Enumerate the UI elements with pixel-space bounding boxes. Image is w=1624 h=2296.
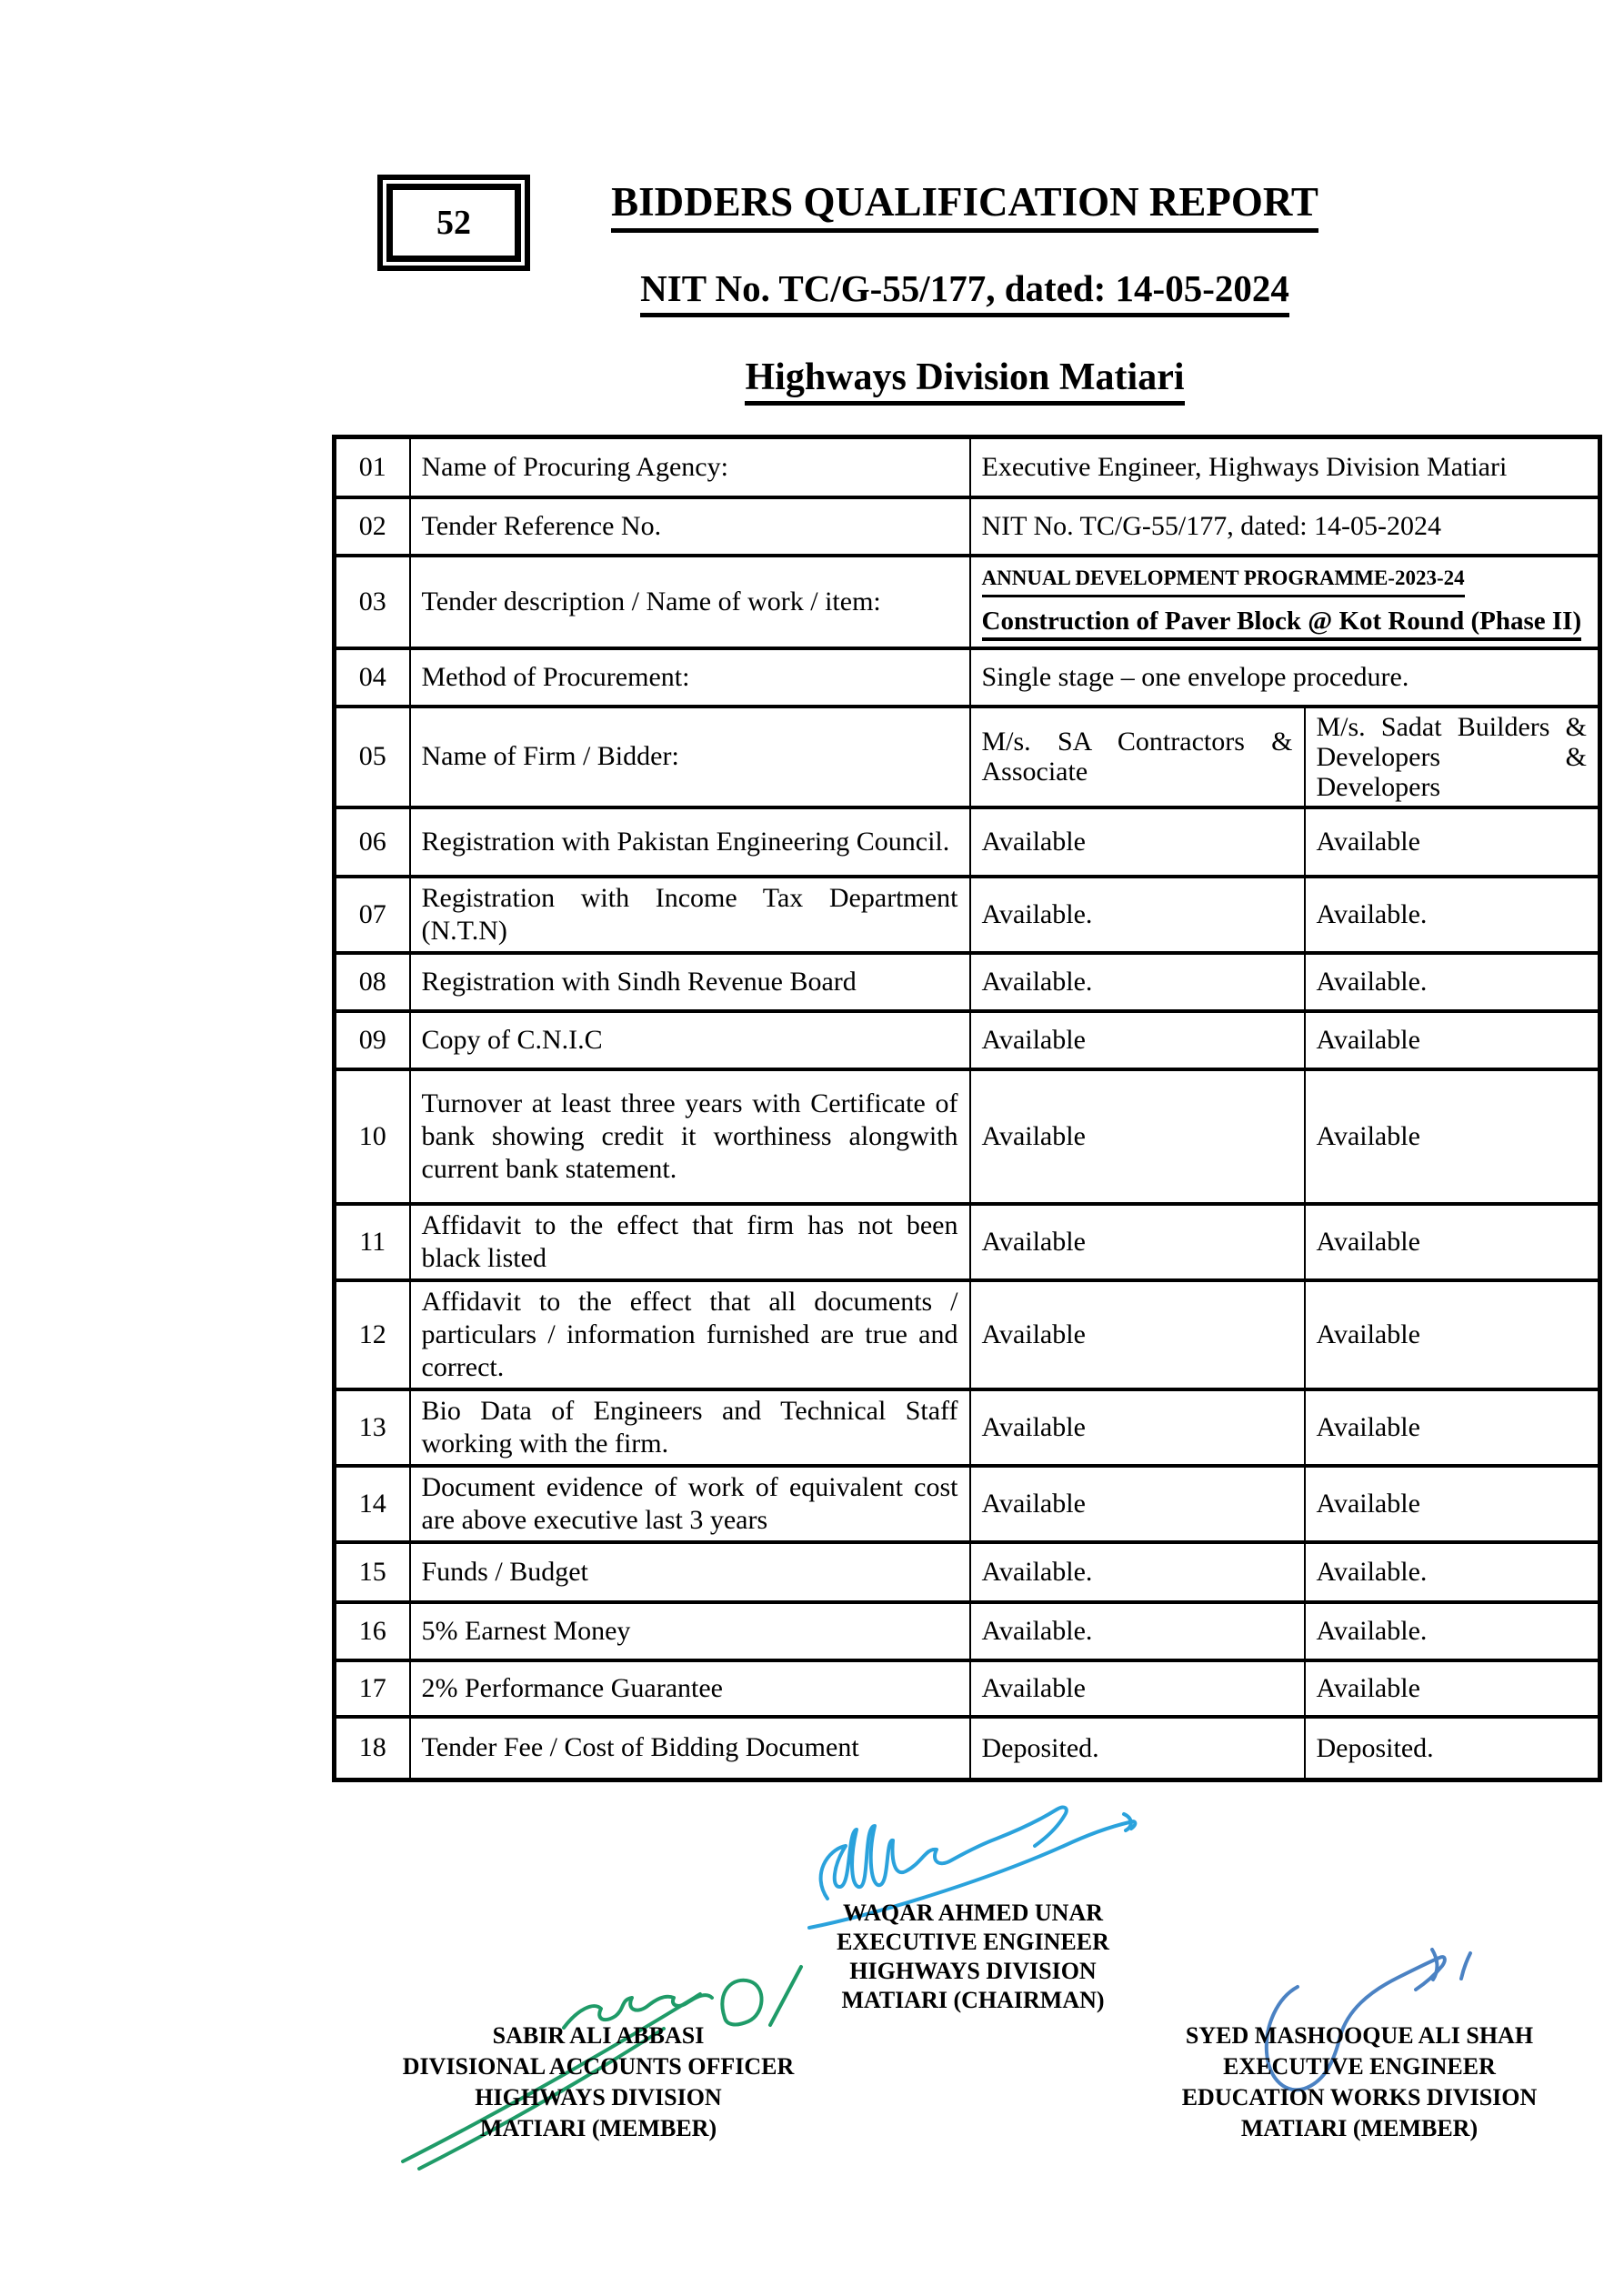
bidder2-value: Available [1305, 1204, 1600, 1280]
row-description: Method of Procurement: [410, 648, 970, 707]
row-description: Funds / Budget [410, 1542, 970, 1602]
row-description: 2% Performance Guarantee [410, 1660, 970, 1717]
signatory-title: EXECUTIVE ENGINEER [1223, 2053, 1496, 2080]
table-row [335, 1280, 1600, 1389]
row-description: Turnover at least three years with Certificate of bank showing credit it worthiness alongwith current bank statement. [410, 1069, 970, 1204]
row-number: 11 [335, 1204, 410, 1280]
table-row [335, 707, 1600, 807]
bidder2-value: Available. [1305, 953, 1600, 1011]
bidder2-value: Available [1305, 807, 1600, 877]
signatory-name: WAQAR AHMED UNAR [843, 1900, 1103, 1926]
bidder2-line: M/s. Sadat Builders & [1316, 711, 1588, 742]
row-value: NIT No. TC/G-55/177, dated: 14-05-2024 [970, 497, 1600, 556]
row-value: Single stage – one envelope procedure. [970, 648, 1600, 707]
bidder1-name [970, 707, 1305, 807]
row-description: Copy of C.N.I.C [410, 1011, 970, 1069]
row-number: 02 [335, 497, 410, 556]
row-number: 12 [335, 1280, 410, 1389]
row-number: 01 [335, 437, 410, 497]
bidder2-line: Developers & [1316, 741, 1588, 772]
bidder1-value: Available. [970, 877, 1305, 953]
bidder1-value: Available [970, 1660, 1305, 1717]
row-description: Tender Fee / Cost of Bidding Document [410, 1717, 970, 1780]
division-title: Highways Division Matiari [745, 356, 1184, 406]
bidder2-value: Available [1305, 1466, 1600, 1542]
row-number: 10 [335, 1069, 410, 1204]
table-row [335, 437, 1600, 497]
bidder2-value: Available. [1305, 1602, 1600, 1660]
bidder1-value: Available [970, 1389, 1305, 1466]
signatory-name: SYED MASHOOQUE ALI SHAH [1185, 2022, 1534, 2049]
row-number: 07 [335, 877, 410, 953]
page-title: BIDDERS QUALIFICATION REPORT [611, 178, 1318, 233]
row-number: 08 [335, 953, 410, 1011]
member-left-signature-block [362, 2020, 835, 2144]
row-number: 06 [335, 807, 410, 877]
row-description: Name of Firm / Bidder: [410, 707, 970, 807]
bidder1-value: Available [970, 1011, 1305, 1069]
row-description: Document evidence of work of equivalent cost are above executive last 3 years [410, 1466, 970, 1542]
signatory-division: HIGHWAYS DIVISION [849, 1958, 1097, 1984]
row-description: Name of Procuring Agency: [410, 437, 970, 497]
row-value [970, 556, 1600, 648]
row-description: 5% Earnest Money [410, 1602, 970, 1660]
table-row [335, 953, 1600, 1011]
table-row [335, 497, 1600, 556]
table-row [335, 648, 1600, 707]
bidder1-value: Deposited. [970, 1717, 1305, 1780]
row-number: 03 [335, 556, 410, 648]
nit-reference-line: NIT No. TC/G-55/177, dated: 14-05-2024 [640, 266, 1289, 317]
row-number: 05 [335, 707, 410, 807]
tender-description-value [982, 561, 1588, 643]
bidder1-value: Available [970, 1280, 1305, 1389]
table-row [335, 1602, 1600, 1660]
row-description: Tender description / Name of work / item: [410, 556, 970, 648]
bidder1-value: Available [970, 1069, 1305, 1204]
row-description: Affidavit to the effect that firm has not been black listed [410, 1204, 970, 1280]
row-description: Bio Data of Engineers and Technical Staff working with the firm. [410, 1389, 970, 1466]
signatory-title: EXECUTIVE ENGINEER [837, 1929, 1109, 1955]
signatory-title: DIVISIONAL ACCOUNTS OFFICER [402, 2053, 795, 2080]
table-row [335, 556, 1600, 648]
signatory-division: HIGHWAYS DIVISION [475, 2084, 722, 2111]
bidder1-line: Associate [981, 757, 1088, 787]
row-description: Affidavit to the effect that all documents / particulars / information furnished are true and correct. [410, 1280, 970, 1389]
row-number: 18 [335, 1717, 410, 1780]
table-row [335, 1466, 1600, 1542]
table-row [335, 877, 1600, 953]
signatory-role: MATIARI (MEMBER) [1240, 2115, 1479, 2141]
signatory-role: MATIARI (CHAIRMAN) [841, 1987, 1105, 2013]
programme-line: ANNUAL DEVELOPMENT PROGRAMME-2023-24 [982, 563, 1465, 597]
row-number: 14 [335, 1466, 410, 1542]
table-row [335, 1389, 1600, 1466]
bidder2-value: Available. [1305, 877, 1600, 953]
bidder2-line: Developers [1316, 771, 1441, 802]
work-name-line: Construction of Paver Block @ Kot Round (Phase II) [982, 607, 1582, 641]
table-row [335, 1660, 1600, 1717]
bidder2-value: Available. [1305, 1542, 1600, 1602]
chairman-signature-block [782, 1899, 1164, 2015]
bidder1-value: Available [970, 1466, 1305, 1542]
table-row [335, 807, 1600, 877]
bidder2-value: Available [1305, 1389, 1600, 1466]
bidder1-value: Available [970, 1204, 1305, 1280]
row-description: Tender Reference No. [410, 497, 970, 556]
row-value: Executive Engineer, Highways Division Matiari [970, 437, 1600, 497]
table-row [335, 1069, 1600, 1204]
qualification-table [332, 435, 1602, 1782]
bidder1-value: Available. [970, 1602, 1305, 1660]
row-description: Registration with Income Tax Department (N.T.N) [410, 877, 970, 953]
table-row [335, 1717, 1600, 1780]
member-right-signature-block [1123, 2020, 1596, 2144]
bidder2-name [1305, 707, 1600, 807]
table-row [335, 1011, 1600, 1069]
bidder2-value: Available [1305, 1011, 1600, 1069]
bidder2-value: Available [1305, 1069, 1600, 1204]
bidder1-line: M/s. SA Contractors & [981, 727, 1293, 757]
signatory-division: EDUCATION WORKS DIVISION [1181, 2084, 1538, 2111]
bidder1-value: Available [970, 807, 1305, 877]
signatory-name: SABIR ALI ABBASI [492, 2022, 705, 2049]
document-header [332, 173, 1598, 406]
bidder2-value: Deposited. [1305, 1717, 1600, 1780]
row-number: 15 [335, 1542, 410, 1602]
row-description: Registration with Sindh Revenue Board [410, 953, 970, 1011]
row-number: 13 [335, 1389, 410, 1466]
page-number: 52 [386, 184, 521, 262]
row-description: Registration with Pakistan Engineering Council. [410, 807, 970, 877]
bidder2-value: Available [1305, 1280, 1600, 1389]
row-number: 16 [335, 1602, 410, 1660]
bidder2-value: Available [1305, 1660, 1600, 1717]
row-number: 17 [335, 1660, 410, 1717]
table-row [335, 1204, 1600, 1280]
signatory-role: MATIARI (MEMBER) [479, 2115, 717, 2141]
bidder1-value: Available. [970, 1542, 1305, 1602]
table-row [335, 1542, 1600, 1602]
bidder1-value: Available. [970, 953, 1305, 1011]
row-number: 09 [335, 1011, 410, 1069]
row-number: 04 [335, 648, 410, 707]
